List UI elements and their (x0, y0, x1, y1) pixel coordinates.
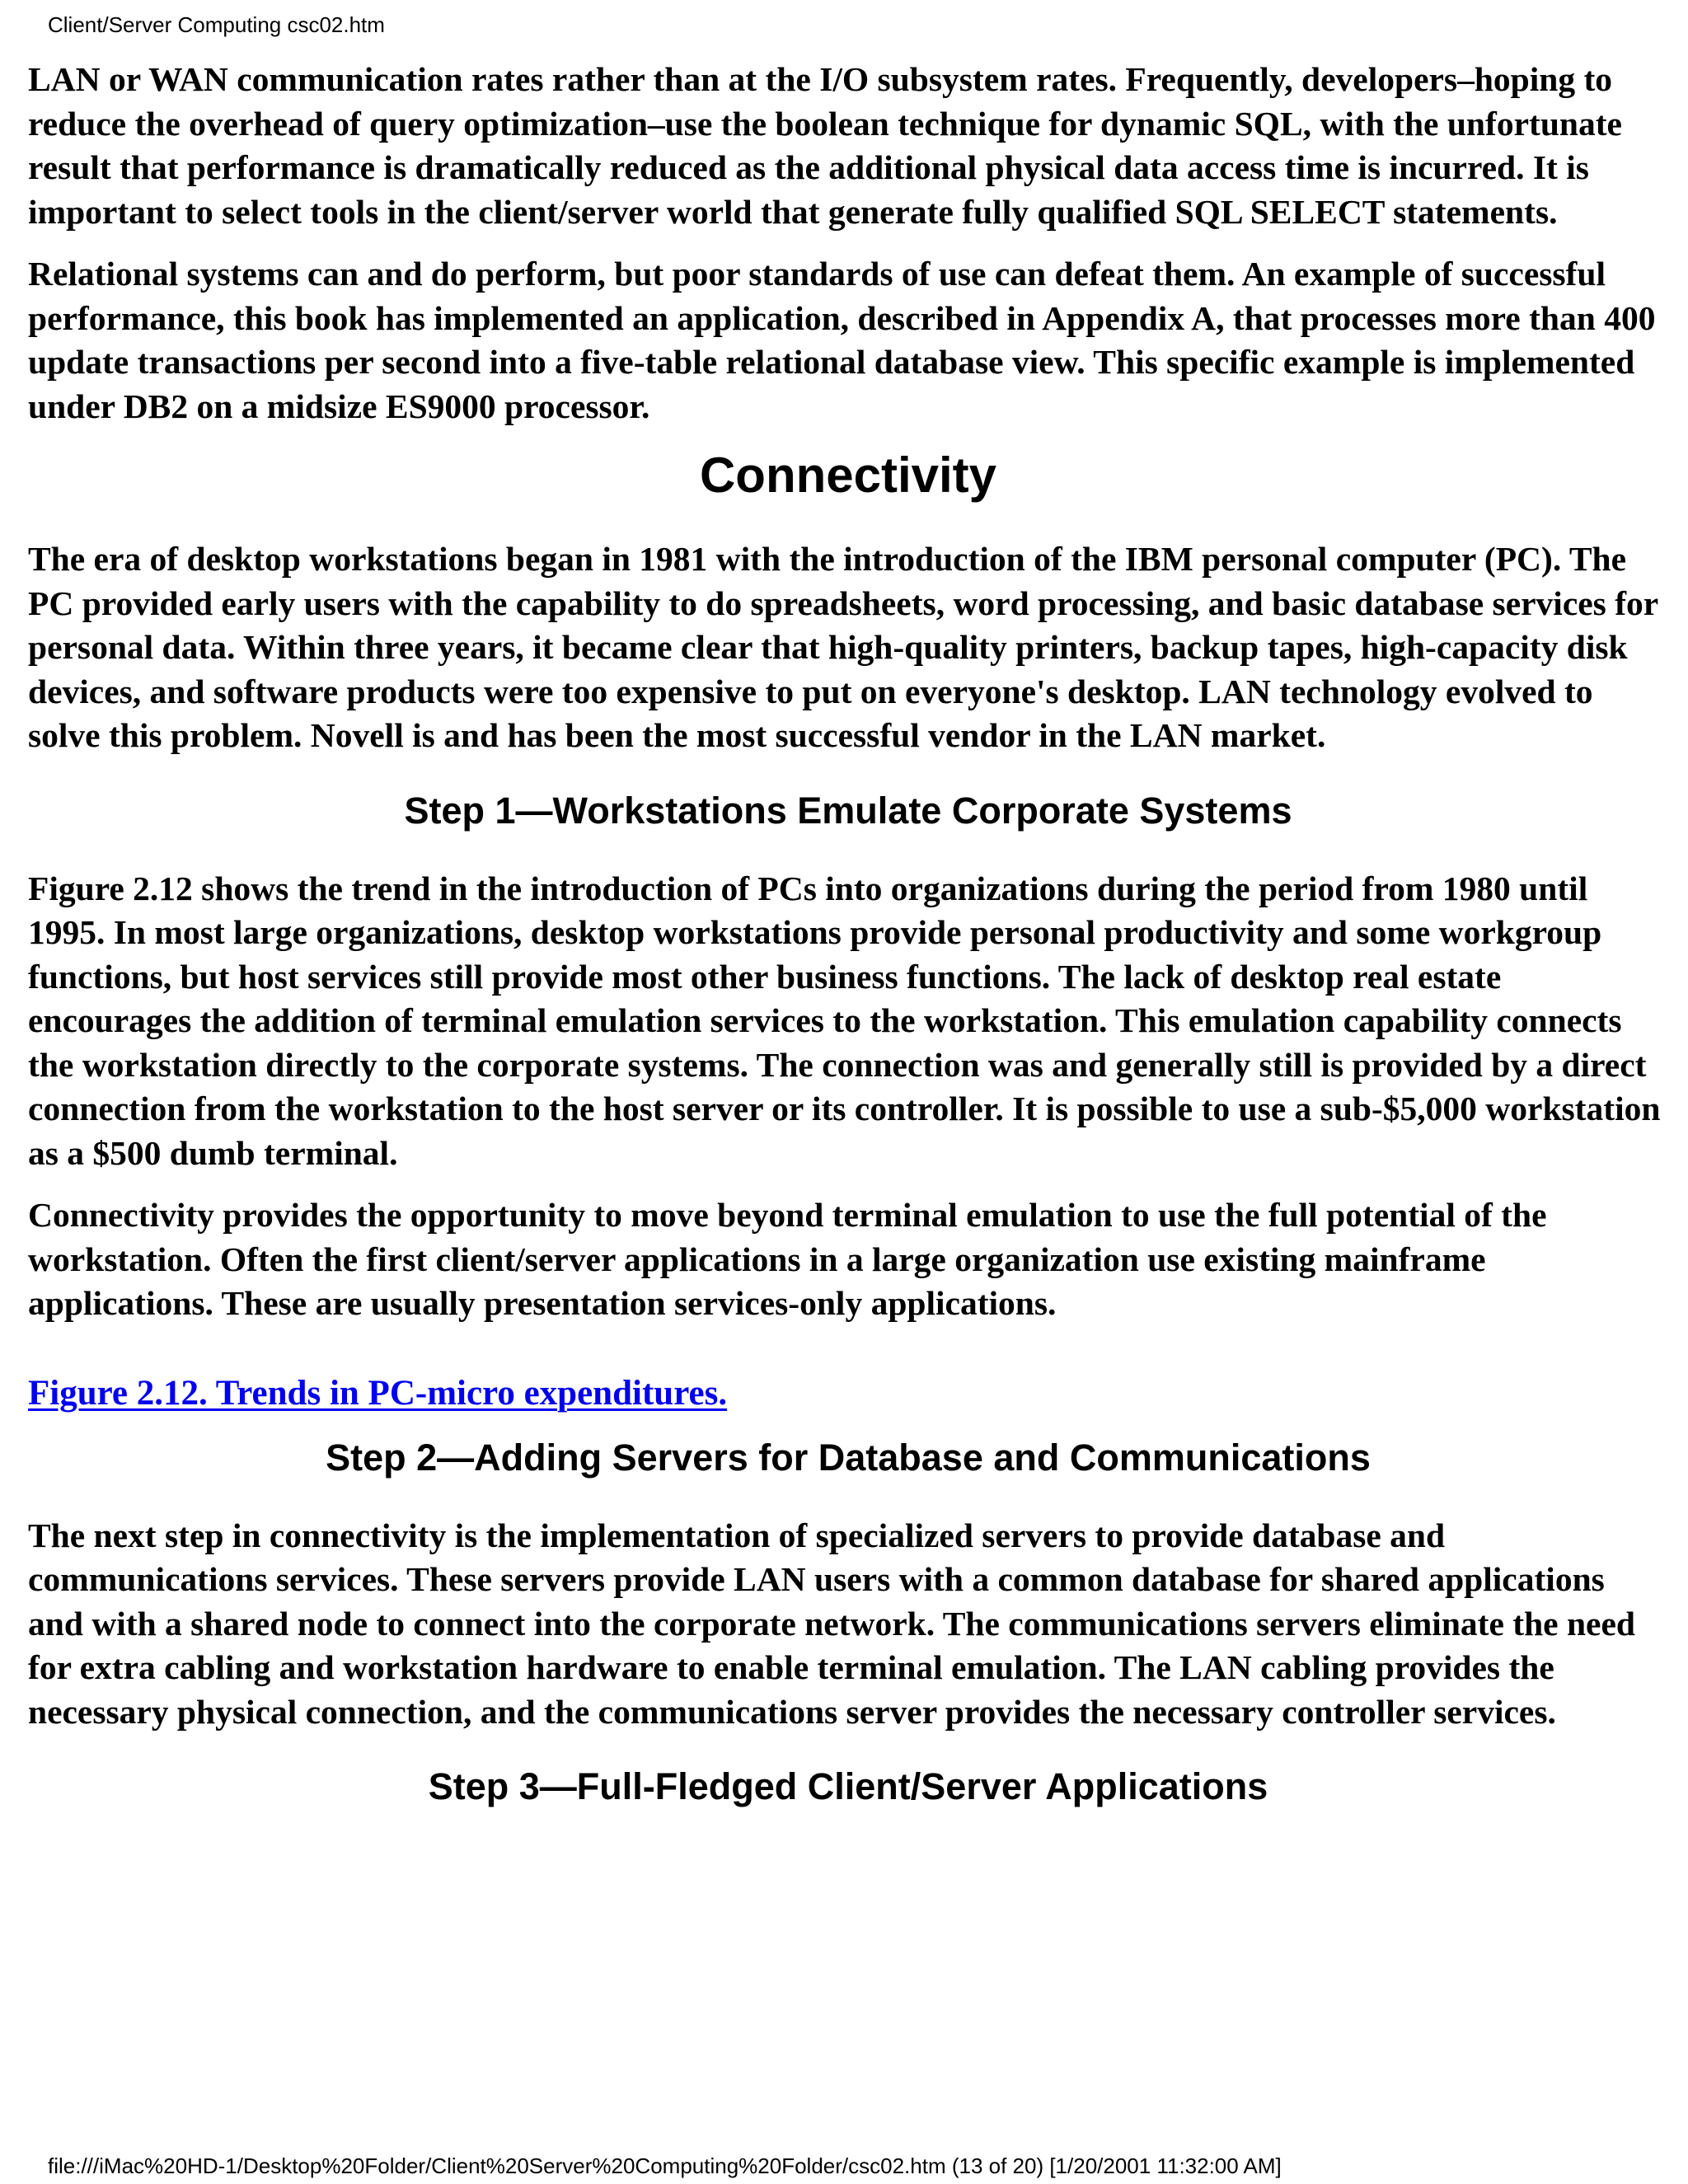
section-heading-connectivity: Connectivity (699, 448, 997, 503)
paragraph-connectivity-opportunity: Connectivity provides the opportunity to move beyond terminal emulation to use the full potential of the workstation. Often the first client/server applications in a large organization use existing mainframe applications. These are usually presentation services-only applications. (28, 1196, 1547, 1322)
subheading-step-1: Step 1—Workstations Emulate Corporate Systems (404, 789, 1292, 832)
paragraph-figure-trend: Figure 2.12 shows the trend in the introduction of PCs into organizations during the period from 1980 until 1995. In most large organizations, desktop workstations provide personal productivity and some workgroup functions, but host services still provide most other business functions. The lack of desktop real estate encourages the addition of terminal emulation services to the workstation. This emulation capability connects the workstation directly to the corporate systems. The connection was and generally still is provided by a direct connection from the workstation to the host server or its controller. It is possible to use a sub-$5,000 workstation as a $500 dumb terminal. (28, 869, 1661, 1172)
page-footer: file:///iMac%20HD-1/Desktop%20Folder/Client%20Server%20Computing%20Folder/csc02.htm (13 of 20) [1/20/2001 11:32:00 AM] (48, 2154, 1282, 2178)
paragraph-query-optimization: LAN or WAN communication rates rather than at the I/O subsystem rates. Frequently, developers–hoping to reduce the overhead of query optimization–use the boolean technique for dynamic SQL, with the unfortunate result that performance is dramatically reduced as the additional physical data access time is incurred. It is important to select tools in the client/server world that generate fully qualified SQL SELECT statements. (28, 60, 1622, 231)
paragraph-specialized-servers: The next step in connectivity is the implementation of specialized servers to provide database and communications services. These servers provide LAN users with a common database for shared applications and with a shared node to connect into the corporate network. The communications servers eliminate the need for extra cabling and workstation hardware to enable terminal emulation. The LAN cabling provides the necessary physical connection, and the communications server provides the necessary controller services. (28, 1516, 1635, 1731)
figure-2-12-link[interactable]: Figure 2.12. Trends in PC-micro expenditures. (28, 1373, 728, 1413)
paragraph-relational-performance: Relational systems can and do perform, but poor standards of use can defeat them. An example of successful performance, this book has implemented an application, described in Appendix A, that processes more than 400 update transactions per second into a five-table relational database view. This specific example is implemented under DB2 on a midsize ES9000 processor. (28, 255, 1656, 425)
page-header: Client/Server Computing csc02.htm (48, 12, 385, 37)
subheading-step-3: Step 3—Full-Fledged Client/Server Applications (428, 1765, 1268, 1807)
paragraph-desktop-era: The era of desktop workstations began in 1981 with the introduction of the IBM personal computer (PC). The PC provided early users with the capability to do spreadsheets, word processing, and basic database services for personal data. Within three years, it became clear that high-quality printers, backup tapes, high-capacity disk devices, and software products were too expensive to put on everyone's desktop. LAN technology evolved to solve this problem. Novell is and has been the most successful vendor in the LAN market. (28, 540, 1658, 754)
subheading-step-2: Step 2—Adding Servers for Database and Communications (326, 1436, 1371, 1479)
document-body (28, 58, 1668, 1810)
